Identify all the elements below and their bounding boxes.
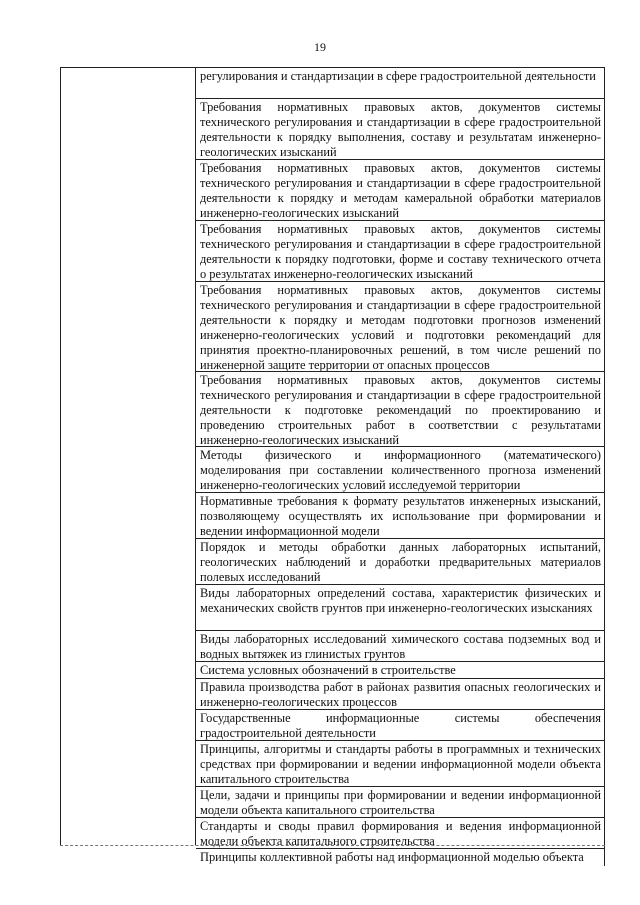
table-row: Требования нормативных правовых актов, документов системы технического регулирования и стандартизации в сфере градостроительной деятельности к порядку выполнения, составу и результатам инженерно-геологических изысканий — [196, 99, 604, 160]
table-row: Требования нормативных правовых актов, документов системы технического регулирования и стандартизации в сфере градостроительной деятельности к порядку и методам подготовки прогнозов изменений инженерно-геологических условий и подготовки рекомендаций для принятия проектно-планировочных решений, в том числе решений по инженерной защите территории от опасных процессов — [196, 282, 604, 372]
table-row: Виды лабораторных исследований химического состава подземных вод и водных вытяжек из глинистых грунтов — [196, 631, 604, 662]
table-row: Государственные информационные системы обеспечения градостроительной деятельности — [196, 710, 604, 741]
table-row: Методы физического и информационного (математического) моделирования при составлении количественного прогноза изменений инженерно-геологических условий исследуемой территории — [196, 447, 604, 493]
table-row: Стандарты и своды правил формирования и ведения информационной модели объекта капитального строительства — [196, 818, 604, 849]
table-row: Требования нормативных правовых актов, документов системы технического регулирования и стандартизации в сфере градостроительной деятельности к порядку и методам камеральной обработки материалов инженерно-геологических изысканий — [196, 160, 604, 221]
table-row: Цели, задачи и принципы при формировании и ведении информационной модели объекта капитального строительства — [196, 787, 604, 818]
table-row: Требования нормативных правовых актов, документов системы технического регулирования и стандартизации в сфере градостроительной деятельности к порядку подготовки, форме и составу технического отчета о результатах инженерно-геологических изысканий — [196, 221, 604, 282]
table-row: Требования нормативных правовых актов, документов системы технического регулирования и стандартизации в сфере градостроительной деятельности к подготовке рекомендаций по проектированию и проведению строительных работ в соответствии с результатами инженерно-геологических изысканий — [196, 372, 604, 447]
table-left-column — [60, 67, 196, 845]
table-row: Нормативные требования к формату результатов инженерных изысканий, позволяющему осуществлять их использование при формировании и ведении информационной модели — [196, 493, 604, 539]
table-row: Принципы, алгоритмы и стандарты работы в программных и технических средствах при формировании и ведении информационной модели объекта капитального строительства — [196, 741, 604, 787]
table-row: регулирования и стандартизации в сфере градостроительной деятельности — [196, 68, 604, 99]
table-row: Система условных обозначений в строительстве — [196, 662, 604, 679]
page-bottom-rule — [60, 845, 605, 846]
table-row: Виды лабораторных определений состава, характеристик физических и механических свойств грунтов при инженерно-геологических изысканиях — [196, 585, 604, 631]
page-number: 19 — [314, 40, 326, 54]
requirements-table — [196, 67, 605, 866]
table-row: Порядок и методы обработки данных лабораторных испытаний, геологических наблюдений и доработки предварительных материалов полевых исследований — [196, 539, 604, 585]
table-row: Принципы коллективной работы над информационной моделью объекта — [200, 850, 584, 864]
table-row: Правила производства работ в районах развития опасных геологических и инженерно-геологических процессов — [196, 679, 604, 710]
